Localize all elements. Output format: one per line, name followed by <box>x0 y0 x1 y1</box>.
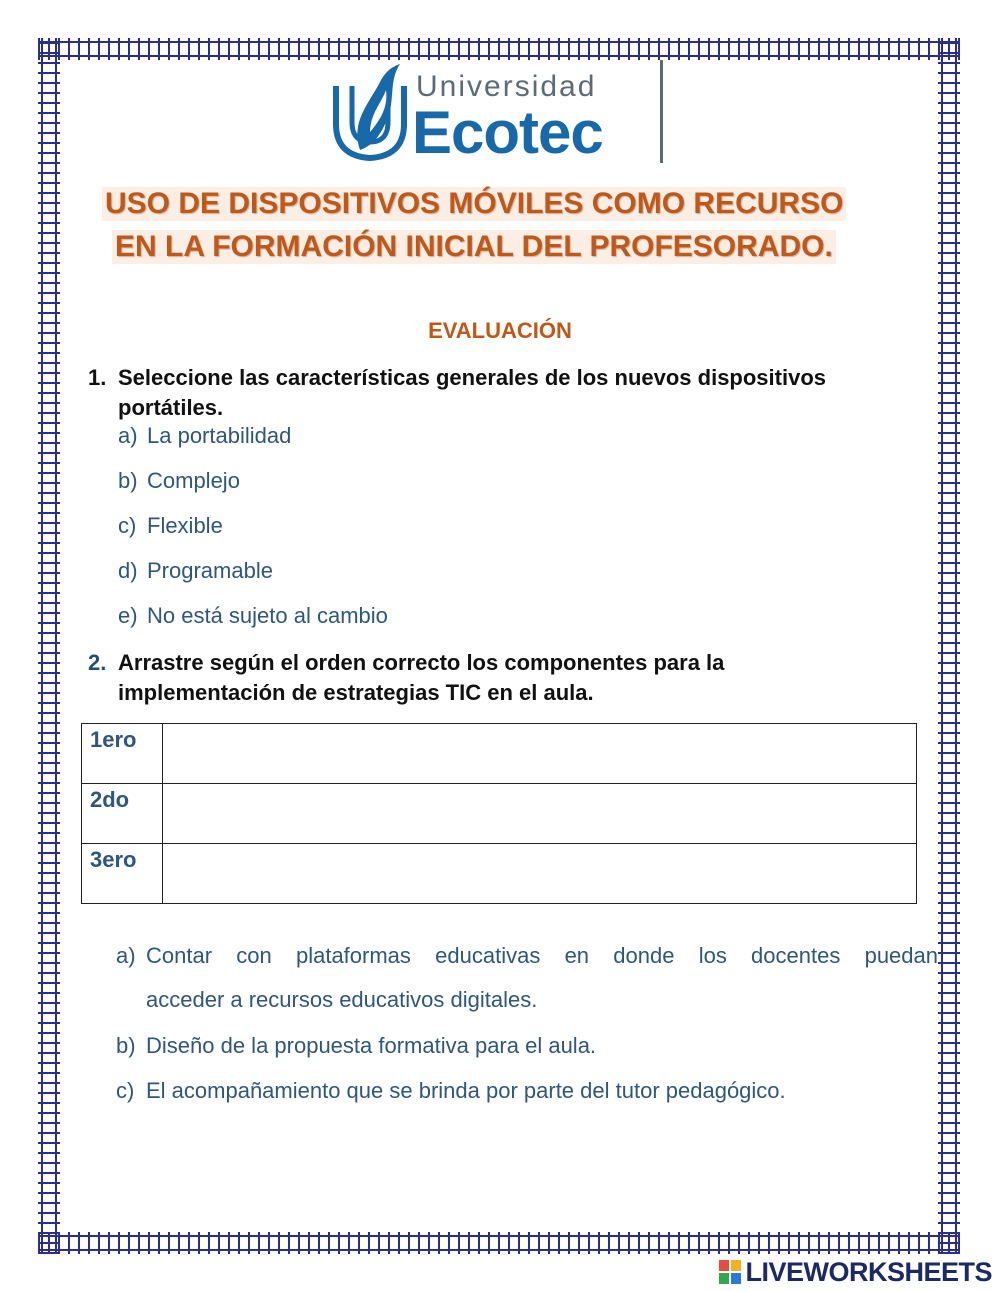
page-border-right <box>938 38 960 1254</box>
option-text: Flexible <box>147 513 223 538</box>
option-text: Complejo <box>147 468 240 493</box>
question-1-number: 1. <box>88 365 107 390</box>
option-letter: c) <box>118 513 137 538</box>
question-2 <box>88 648 888 708</box>
q1-option-b[interactable] <box>118 468 240 494</box>
option-text: La portabilidad <box>147 423 292 448</box>
university-logo <box>330 62 670 166</box>
document-title-line-1: USO DE DISPOSITIVOS MÓVILES COMO RECURSO <box>102 187 846 221</box>
question-1-text: Seleccione las características generales de los nuevos dispositivos portátiles. <box>118 365 827 420</box>
q1-option-e[interactable] <box>118 603 388 629</box>
order-label-2: 2do <box>82 784 163 844</box>
table-row <box>82 844 917 904</box>
question-1 <box>88 363 888 423</box>
order-table <box>81 723 917 904</box>
logo-divider <box>660 60 663 163</box>
drop-zone-2[interactable] <box>163 784 917 844</box>
answer-text: Diseño de la propuesta formativa para el aula. <box>146 1033 597 1058</box>
order-label-3: 3ero <box>82 844 163 904</box>
liveworksheets-watermark <box>719 1256 992 1288</box>
option-text: No está sujeto al cambio <box>147 603 388 628</box>
liveworksheets-logo-icon <box>719 1260 741 1284</box>
table-row <box>82 724 917 784</box>
section-heading-evaluacion: EVALUACIÓN <box>428 318 572 343</box>
q1-option-d[interactable] <box>118 558 273 584</box>
q1-option-c[interactable] <box>118 513 223 539</box>
drop-zone-3[interactable] <box>163 844 917 904</box>
flame-icon <box>330 62 410 166</box>
answer-text: El acompañamiento que se brinda por parte del tutor pedagógico. <box>146 1078 786 1103</box>
page-border-top <box>38 38 960 60</box>
watermark-text: LIVEWORKSHEETS <box>745 1256 992 1287</box>
answer-letter: a) <box>116 943 136 968</box>
draggable-answer-c[interactable] <box>116 1078 786 1104</box>
table-row <box>82 784 917 844</box>
option-letter: b) <box>118 468 138 493</box>
answer-letter: b) <box>116 1033 136 1058</box>
logo-word-universidad: Universidad <box>416 70 597 103</box>
answer-text-line-1: Contar con plataformas educativas en donde los docentes puedan <box>146 943 938 968</box>
option-text: Programable <box>147 558 273 583</box>
page-border-left <box>38 38 60 1254</box>
option-letter: e) <box>118 603 138 628</box>
page-border-bottom <box>38 1232 960 1254</box>
order-label-1: 1ero <box>82 724 163 784</box>
draggable-answer-a[interactable] <box>116 943 938 969</box>
answer-text-line-2[interactable]: acceder a recursos educativos digitales. <box>146 987 538 1012</box>
option-letter: d) <box>118 558 138 583</box>
drop-zone-1[interactable] <box>163 724 917 784</box>
document-title-line-2: EN LA FORMACIÓN INICIAL DEL PROFESORADO. <box>112 230 836 264</box>
draggable-answer-b[interactable] <box>116 1033 596 1059</box>
q1-option-a[interactable] <box>118 423 291 449</box>
question-2-number: 2. <box>88 650 107 675</box>
answer-letter: c) <box>116 1078 135 1103</box>
question-2-text: Arrastre según el orden correcto los componentes para la implementación de estrategias TIC en el aula. <box>118 650 725 705</box>
option-letter: a) <box>118 423 138 448</box>
logo-word-ecotec: Ecotec <box>412 99 603 166</box>
